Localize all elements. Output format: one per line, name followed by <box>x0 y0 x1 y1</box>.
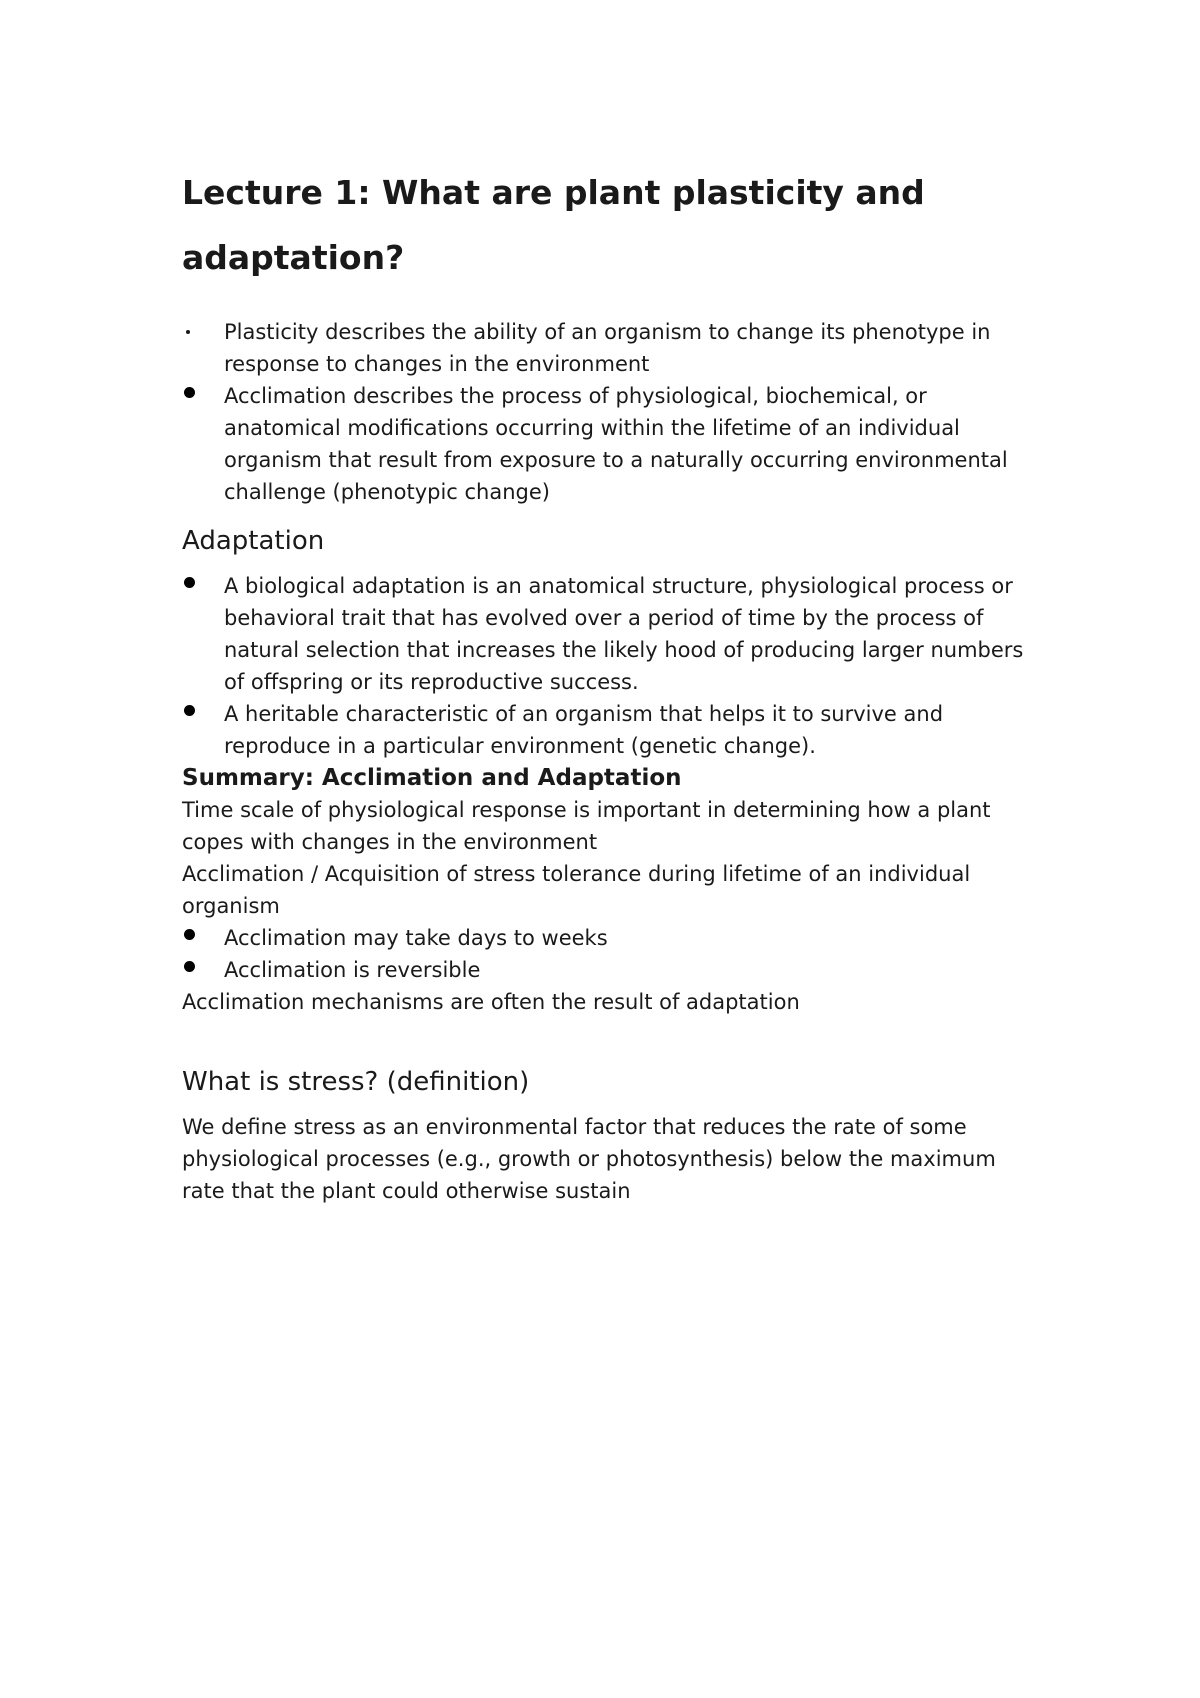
document-content <box>182 160 1042 1207</box>
lecture-title: Lecture 1: What are plant plasticity and adaptation? <box>182 173 925 277</box>
adaptation-list <box>182 570 1042 762</box>
list-item-text: Acclimation is reversible <box>224 958 481 982</box>
list-item <box>182 922 1042 954</box>
bullet-icon <box>182 954 224 986</box>
list-item <box>182 380 1042 508</box>
list-item-text: A biological adaptation is an anatomical structure, physiological process or behavioral trait that has evolved over a period of time by the process of natural selection that increases the likely hood of producing larger numbers of offspring or its reproductive success. <box>224 574 1024 694</box>
list-item <box>182 954 1042 986</box>
list-item-text: Acclimation describes the process of physiological, biochemical, or anatomical modifications occurring within the lifetime of an individual organism that result from exposure to a naturally occurring environmental challenge (phenotypic change) <box>224 384 1008 504</box>
summary-paragraph: Acclimation mechanisms are often the result of adaptation <box>182 990 800 1014</box>
bullet-icon <box>182 698 224 730</box>
small-bullet-icon <box>182 316 224 348</box>
list-item <box>182 698 1042 762</box>
summary-paragraph: Acclimation / Acquisition of stress tolerance during lifetime of an individual organism <box>182 862 971 918</box>
list-item <box>182 570 1042 698</box>
bullet-icon <box>182 570 224 602</box>
list-item <box>182 316 1042 380</box>
list-item-text: Plasticity describes the ability of an organism to change its phenotype in response to changes in the environment <box>224 320 991 376</box>
list-item-text: Acclimation may take days to weeks <box>224 926 608 950</box>
summary-list <box>182 922 1042 986</box>
bullet-icon <box>182 922 224 954</box>
list-item-text: A heritable characteristic of an organism that helps it to survive and reproduce in a particular environment (genetic change). <box>224 702 944 758</box>
summary-heading: Summary: Acclimation and Adaptation <box>182 765 682 791</box>
adaptation-heading: Adaptation <box>182 526 325 556</box>
bullet-icon <box>182 380 224 412</box>
stress-definition: We define stress as an environmental factor that reduces the rate of some physiological processes (e.g., growth or photosynthesis) below the maximum rate that the plant could otherwise sustain <box>182 1115 996 1203</box>
stress-heading: What is stress? (definition) <box>182 1067 530 1097</box>
summary-paragraph: Time scale of physiological response is important in determining how a plant copes with changes in the environment <box>182 798 991 854</box>
intro-list <box>182 316 1042 508</box>
